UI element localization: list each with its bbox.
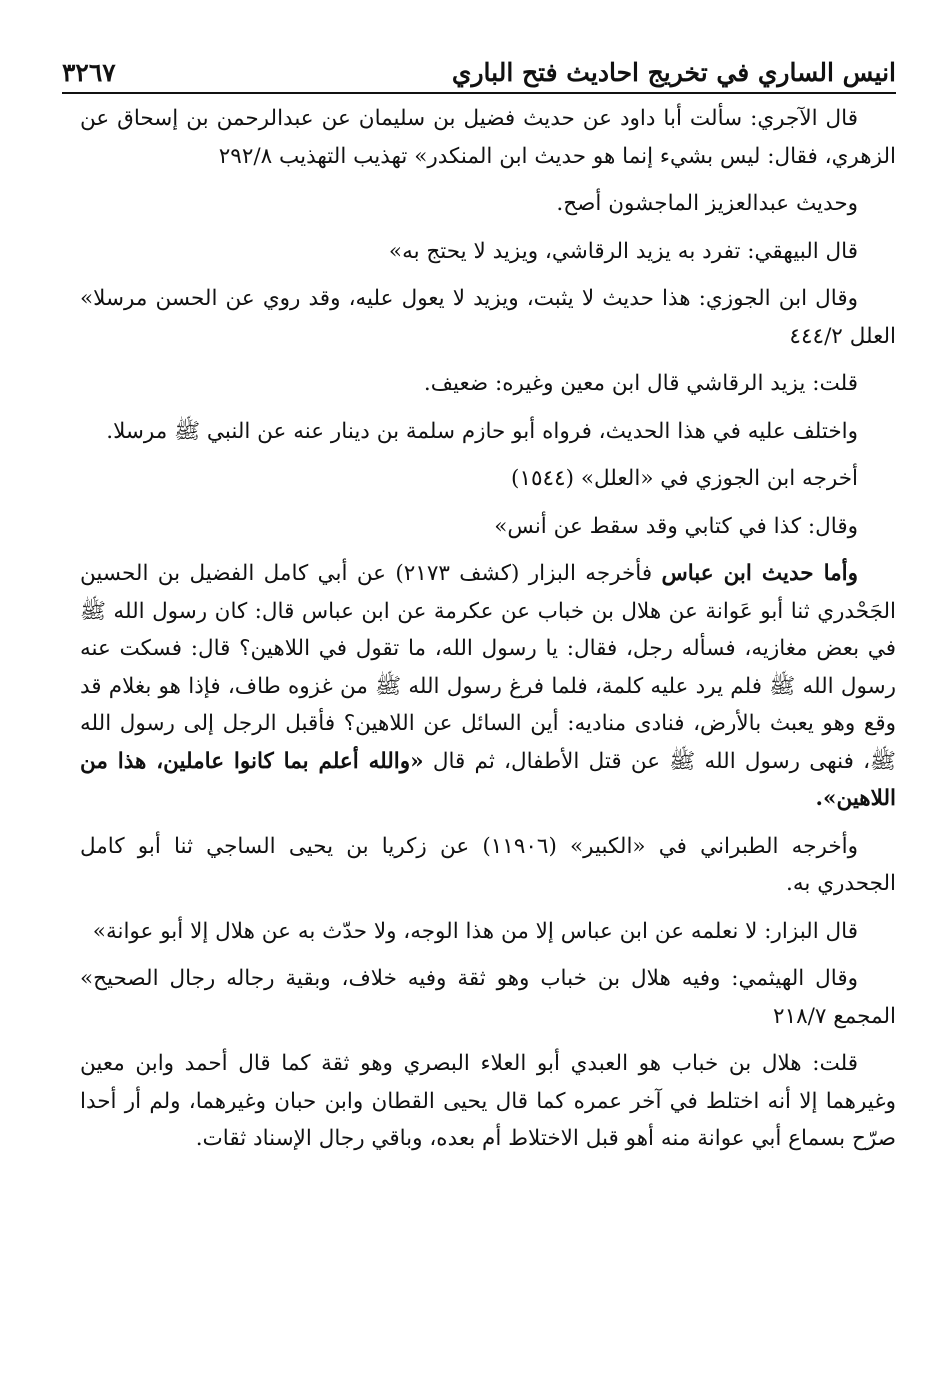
- paragraph-hadith-bold-quote: «والله أعلم بما كانوا عاملين، هذا من اللاهين».: [80, 748, 896, 811]
- paragraph-tabarani: وأخرجه الطبراني في «الكبير» (١١٩٠٦) عن زكريا بن يحيى الساجي ثنا أبو كامل الجحدري به.: [80, 833, 896, 896]
- paragraph-ajurri: قال الآجري: سألت أبا داود عن حديث فضيل بن سليمان عن عبدالرحمن بن إسحاق عن الزهري، فقال: ليس بشيء إنما هو حديث ابن المنكدر» تهذيب التهذيب ٢٩٢/٨: [80, 106, 896, 169]
- paragraph-haythami: وقال الهيثمي: وفيه هلال بن خباب وهو ثقة وفيه خلاف، وبقية رجاله رجال الصحيح» المجمع ٢١٨/٧: [80, 966, 896, 1029]
- page-number: ٣٢٦٧: [62, 58, 116, 87]
- paragraph-kadha: وقال: كذا في كتابي وقد سقط عن أنس»: [494, 513, 858, 539]
- paragraph-hilal: قلت: هلال بن خباب هو العبدي أبو العلاء البصري وهو ثقة كما قال أحمد وابن معين وغيرهما إلا أنه اختلط في آخر عمره كما قال يحيى القطان وابن حبان وغيرهما، ولم أر أحدا صرّح بسماع أبي عوانة منه أهو قبل الاختلاط أم بعده، وباقي رجال الإسناد ثقات.: [80, 1051, 896, 1151]
- page-header: [62, 44, 896, 94]
- paragraph-bazzar: قال البزار: لا نعلمه عن ابن عباس إلا من هذا الوجه، ولا حدّث به عن هلال إلا أبو عوانة»: [92, 918, 858, 944]
- paragraph-raqashi: قلت: يزيد الرقاشي قال ابن معين وغيره: ضعيف.: [423, 371, 858, 396]
- paragraph-akhrajahu-ilal: أخرجه ابن الجوزي في «العلل» (١٥٤٤): [511, 466, 858, 491]
- paragraph-bayhaqi: قال البيهقي: تفرد به يزيد الرقاشي، ويزيد لا يحتج به»: [388, 238, 858, 264]
- running-title: انيس الساري في تخريج احاديث فتح الباري: [451, 58, 896, 87]
- paragraph-majishun: وحديث عبدالعزيز الماجشون أصح.: [556, 191, 858, 216]
- paragraph-ibn-jawzi: وقال ابن الجوزي: هذا حديث لا يثبت، ويزيد لا يعول عليه، وقد روي عن الحسن مرسلا» العلل ٤٤٤/٢: [80, 286, 896, 349]
- paragraph-hadith-text: فأخرجه البزار (كشف ٢١٧٣) عن أبي كامل الفضيل بن الحسين الجَحْدري ثنا أبو عَوانة عن هلال بن خباب عن عكرمة عن ابن عباس قال: كان رسول الله ﷺ في بعض مغازيه، فسأله رجل، فقال: يا رسول الله، ما تقول في اللاهين؟ قال: فسكت عنه رسول الله ﷺ فلم يرد عليه كلمة، فلما فرغ رسول الله ﷺ من غزوه طاف، فإذا هو بغلام قد وقع وهو يعبث بالأرض، فنادى مناديه: أين السائل عن اللاهين؟ فأقبل الرجل إلى رسول الله ﷺ، فنهى رسول الله ﷺ عن قتل الأطفال، ثم قال: [80, 561, 896, 774]
- page-body: [80, 100, 896, 1168]
- paragraph-ibn-abbas: [80, 555, 896, 818]
- paragraph-ikhtalaf: واختلف عليه في هذا الحديث، فرواه أبو حازم سلمة بن دينار عنه عن النبي ﷺ مرسلا.: [106, 418, 858, 444]
- paragraph-lead-bold: وأما حديث ابن عباس: [661, 561, 858, 586]
